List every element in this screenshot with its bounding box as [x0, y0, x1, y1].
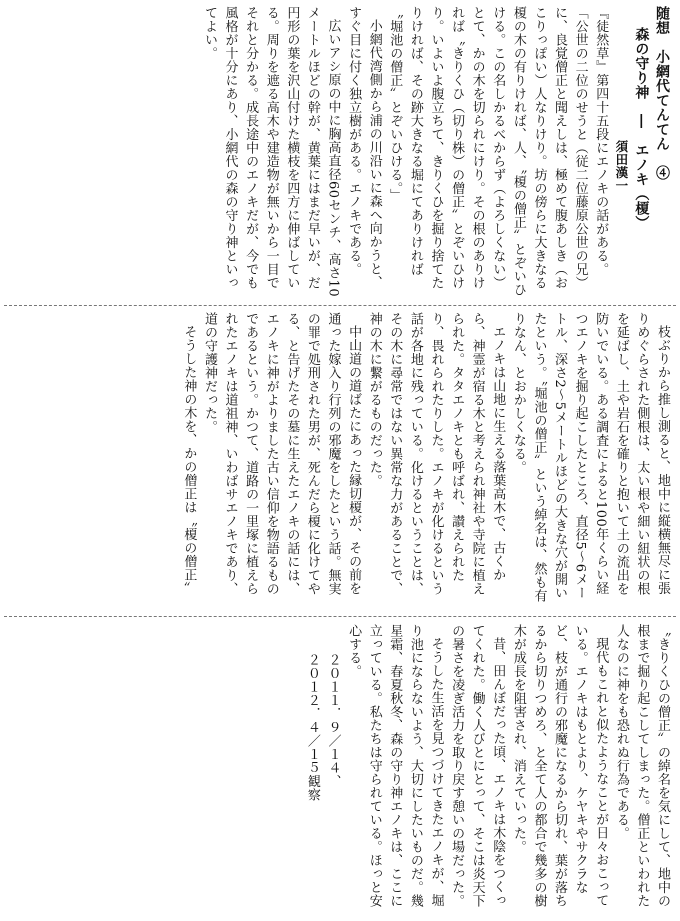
text-band-bottom: [0, 624, 672, 914]
dashed-divider: [4, 305, 676, 306]
date-line-1: ２０１１．９／１４、: [325, 652, 341, 788]
paragraph: 枝ぶりから推し測ると、地中に縦横無尽に張りめぐらされた側根は、太い根や細い紐状の根を延ばし、土や岩石を確りと抱いて土の流出を防いでいる。ある調査によると100年くらい経つエノキを掘り起こしたところ、直径5〜6メートル、深さ2〜5メートルほどの大きな穴が開いたという。〝堀池の僧正〟という綽名は、然も有りなん、とおかしくなる。: [510, 312, 670, 603]
paragraph: 「公世の二位のせうと（従二位藤原公世の兄）に、良覚僧正と聞えしは、極めて腹あしき（おこりっぽい）人なりけり。坊の傍らに大きなる榎の木の有りければ、人、〝榎の僧正〟とぞいひける。この名しかるべからず（よろしくない）とて、かの木を切られにけり。その根のありければ〝きりくひ（切り株）の僧正〟とぞいひけり。いよいよ腹立ちて、きりくひを掘り捨てたりければ、その跡大きなる堀にてありければ〝堀池の僧正〟とぞいひける。」: [387, 6, 588, 297]
paragraph: 広いアシ原の中に胸高直径60センチ、高さ10メートルほどの幹が、黄葉にはまだ早いが、だ円形の葉を沢山付けた横枝を四方に伸ばしている。周りを遮る高木や建造物が無いから一目でそれと分かる。成長途中のエノキだが、今でも風格が十分にあり、小網代の森の守り神といってよい。: [201, 6, 341, 298]
paragraph: 小網代湾側から浦の川沿いに森へ向かうと、すぐ目に付く独立樹がある。エノキである。: [346, 6, 382, 289]
paragraph: 〝きりくひの僧正〟の綽名を気にして、地中の根まで掘り起こしてしまった。僧正といわれた人なのに神をも恐れぬ行為である。: [613, 624, 670, 908]
author-name: 須田漢一: [613, 139, 629, 192]
paragraph: 『徒然草』第四十五段にエノキの話がある。: [593, 6, 609, 276]
paragraph: 現代もこれと似たようなことが日々おこっている。エノキはもとより、ケヤキやサクラなど、枝が通行の邪魔になるから切れ、葉が落ちるから切りつめろ、と全て人の都合で幾多の樹木が成長を阻害され、消えていった。: [510, 624, 609, 908]
paragraph: 中山道の道ばたにあった縁切榎が、その前を通った嫁入り行列の邪魔をしたという話。無実の罪で処刑された男が、死んだら榎に化けてやる、と告げたその墓に生えたエノキの話には、エノキに神がよりました古い信仰を物語るものであるという。かつて、道路の一里塚に植えられたエノキは道祖神、いわばサエノキであり、道の守護神だった。: [201, 312, 362, 596]
paragraph: そうした神の木を、かの僧正は〝榎の僧正〟: [181, 325, 197, 595]
text-band-top: [0, 6, 672, 298]
series-heading: 随想 小網代てんてん ④: [654, 6, 670, 180]
observation-date-note: [301, 624, 342, 914]
article-title: [610, 6, 651, 298]
paragraph: 昔、田んぼだった頃、エノキは木陰をつくってくれた。働く人びとにとって、そこは炎天下の暑さを凌ぎ活力を取り戻す憩いの場だった。: [449, 624, 506, 908]
title-text: 森の守り神 ― エノキ（榎）: [633, 27, 650, 230]
dashed-divider: [4, 616, 676, 617]
date-line-2: ２０１２．４／１５観察: [304, 652, 320, 802]
paragraph: エノキは山地に生える落葉高木で、古くから、神霊が宿る木と考えられ神社や寺院に植えられた。タタエノキとも呼ばれ、讃えられたり、畏れられたりした。エノキが化けるという話が各地に残っている。化けるということは、その木に尋常ではない異常な力があることで、神の木に繋がるものだった。: [366, 312, 506, 596]
text-band-middle: [0, 312, 672, 608]
paragraph: そうした生活を見つづけてきたエノキが、堀り池にならないよう、大切にしたいものだ。幾星霜、春夏秋冬、森の守り神エノキは、ここに立っている。私たちは守られている。ほっと安心する。: [346, 624, 444, 908]
